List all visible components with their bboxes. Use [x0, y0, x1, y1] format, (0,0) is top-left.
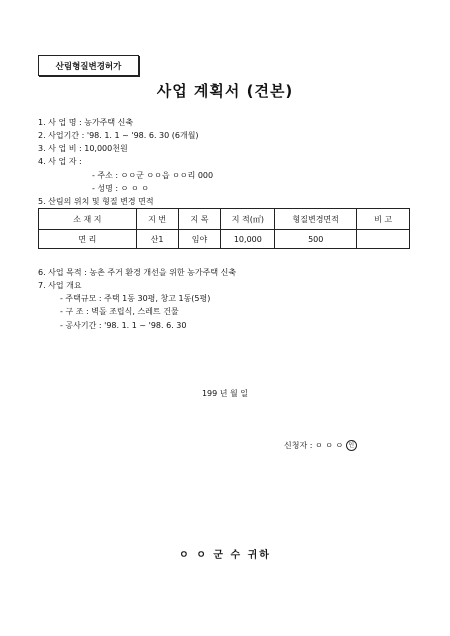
header-registered-area: 지 적(㎡): [221, 209, 275, 230]
applicant-label: 신청자 : ㅇ ㅇ ㅇ: [284, 441, 344, 450]
header-location: 소 재 지: [39, 209, 137, 230]
cell-change-area: 500: [275, 230, 357, 249]
item-operator-address: - 주소 : ㅇㅇ군 ㅇㅇ읍 ㅇㅇ리 000: [92, 171, 214, 180]
header-change-area: 형질변경면적: [275, 209, 357, 230]
header-remarks: 비 고: [357, 209, 410, 230]
permit-type-label: [38, 55, 139, 76]
item-operator-name: - 성명 : ㅇ ㅇ ㅇ: [92, 184, 149, 193]
site-table-header-row: [39, 209, 410, 230]
cell-lot-number: 산1: [136, 230, 178, 249]
header-lot-number: 지 번: [136, 209, 178, 230]
cell-remarks: [357, 230, 410, 249]
permit-type-text: 산림형질변경허가: [55, 61, 122, 72]
item-project-name: 1. 사 업 명 : 농가주택 신축: [38, 118, 134, 127]
item-location-heading: 5. 산림의 위치 및 형질 변경 면적: [38, 197, 154, 206]
item-operator: 4. 사 업 자 :: [38, 157, 82, 166]
cell-land-category: 임야: [178, 230, 221, 249]
item-cost: 3. 사 업 비 : 10,000천원: [38, 144, 128, 153]
cell-registered-area: 10,000: [221, 230, 275, 249]
item-overview-heading: 7. 사업 개요: [38, 281, 82, 290]
application-date: 199 년 월 일: [201, 389, 249, 398]
applicant-signature-line: [284, 440, 357, 451]
site-table: [38, 208, 410, 249]
header-land-category: 지 목: [178, 209, 221, 230]
overview-construction-period: - 공사기간 : '98. 1. 1 ~ '98. 6. 30: [60, 321, 187, 330]
overview-structure: - 구 조 : 벽돌 조립식, 스레트 건물: [60, 307, 179, 316]
cell-location: 면 리: [39, 230, 137, 249]
item-period: 2. 사업기간 : '98. 1. 1 ~ '98. 6. 30 (6개월): [38, 131, 199, 140]
seal-mark: 인: [346, 440, 357, 451]
document-title: 사업 계획서 (견본): [156, 82, 294, 100]
item-purpose: 6. 사업 목적 : 농촌 주거 환경 개선을 위한 농가주택 신축: [38, 268, 237, 277]
recipient-line: ㅇ ㅇ 군 수 귀하: [179, 550, 271, 561]
table-row: [39, 230, 410, 249]
overview-scale: - 주택규모 : 주택 1동 30평, 창고 1동(5평): [60, 294, 211, 303]
